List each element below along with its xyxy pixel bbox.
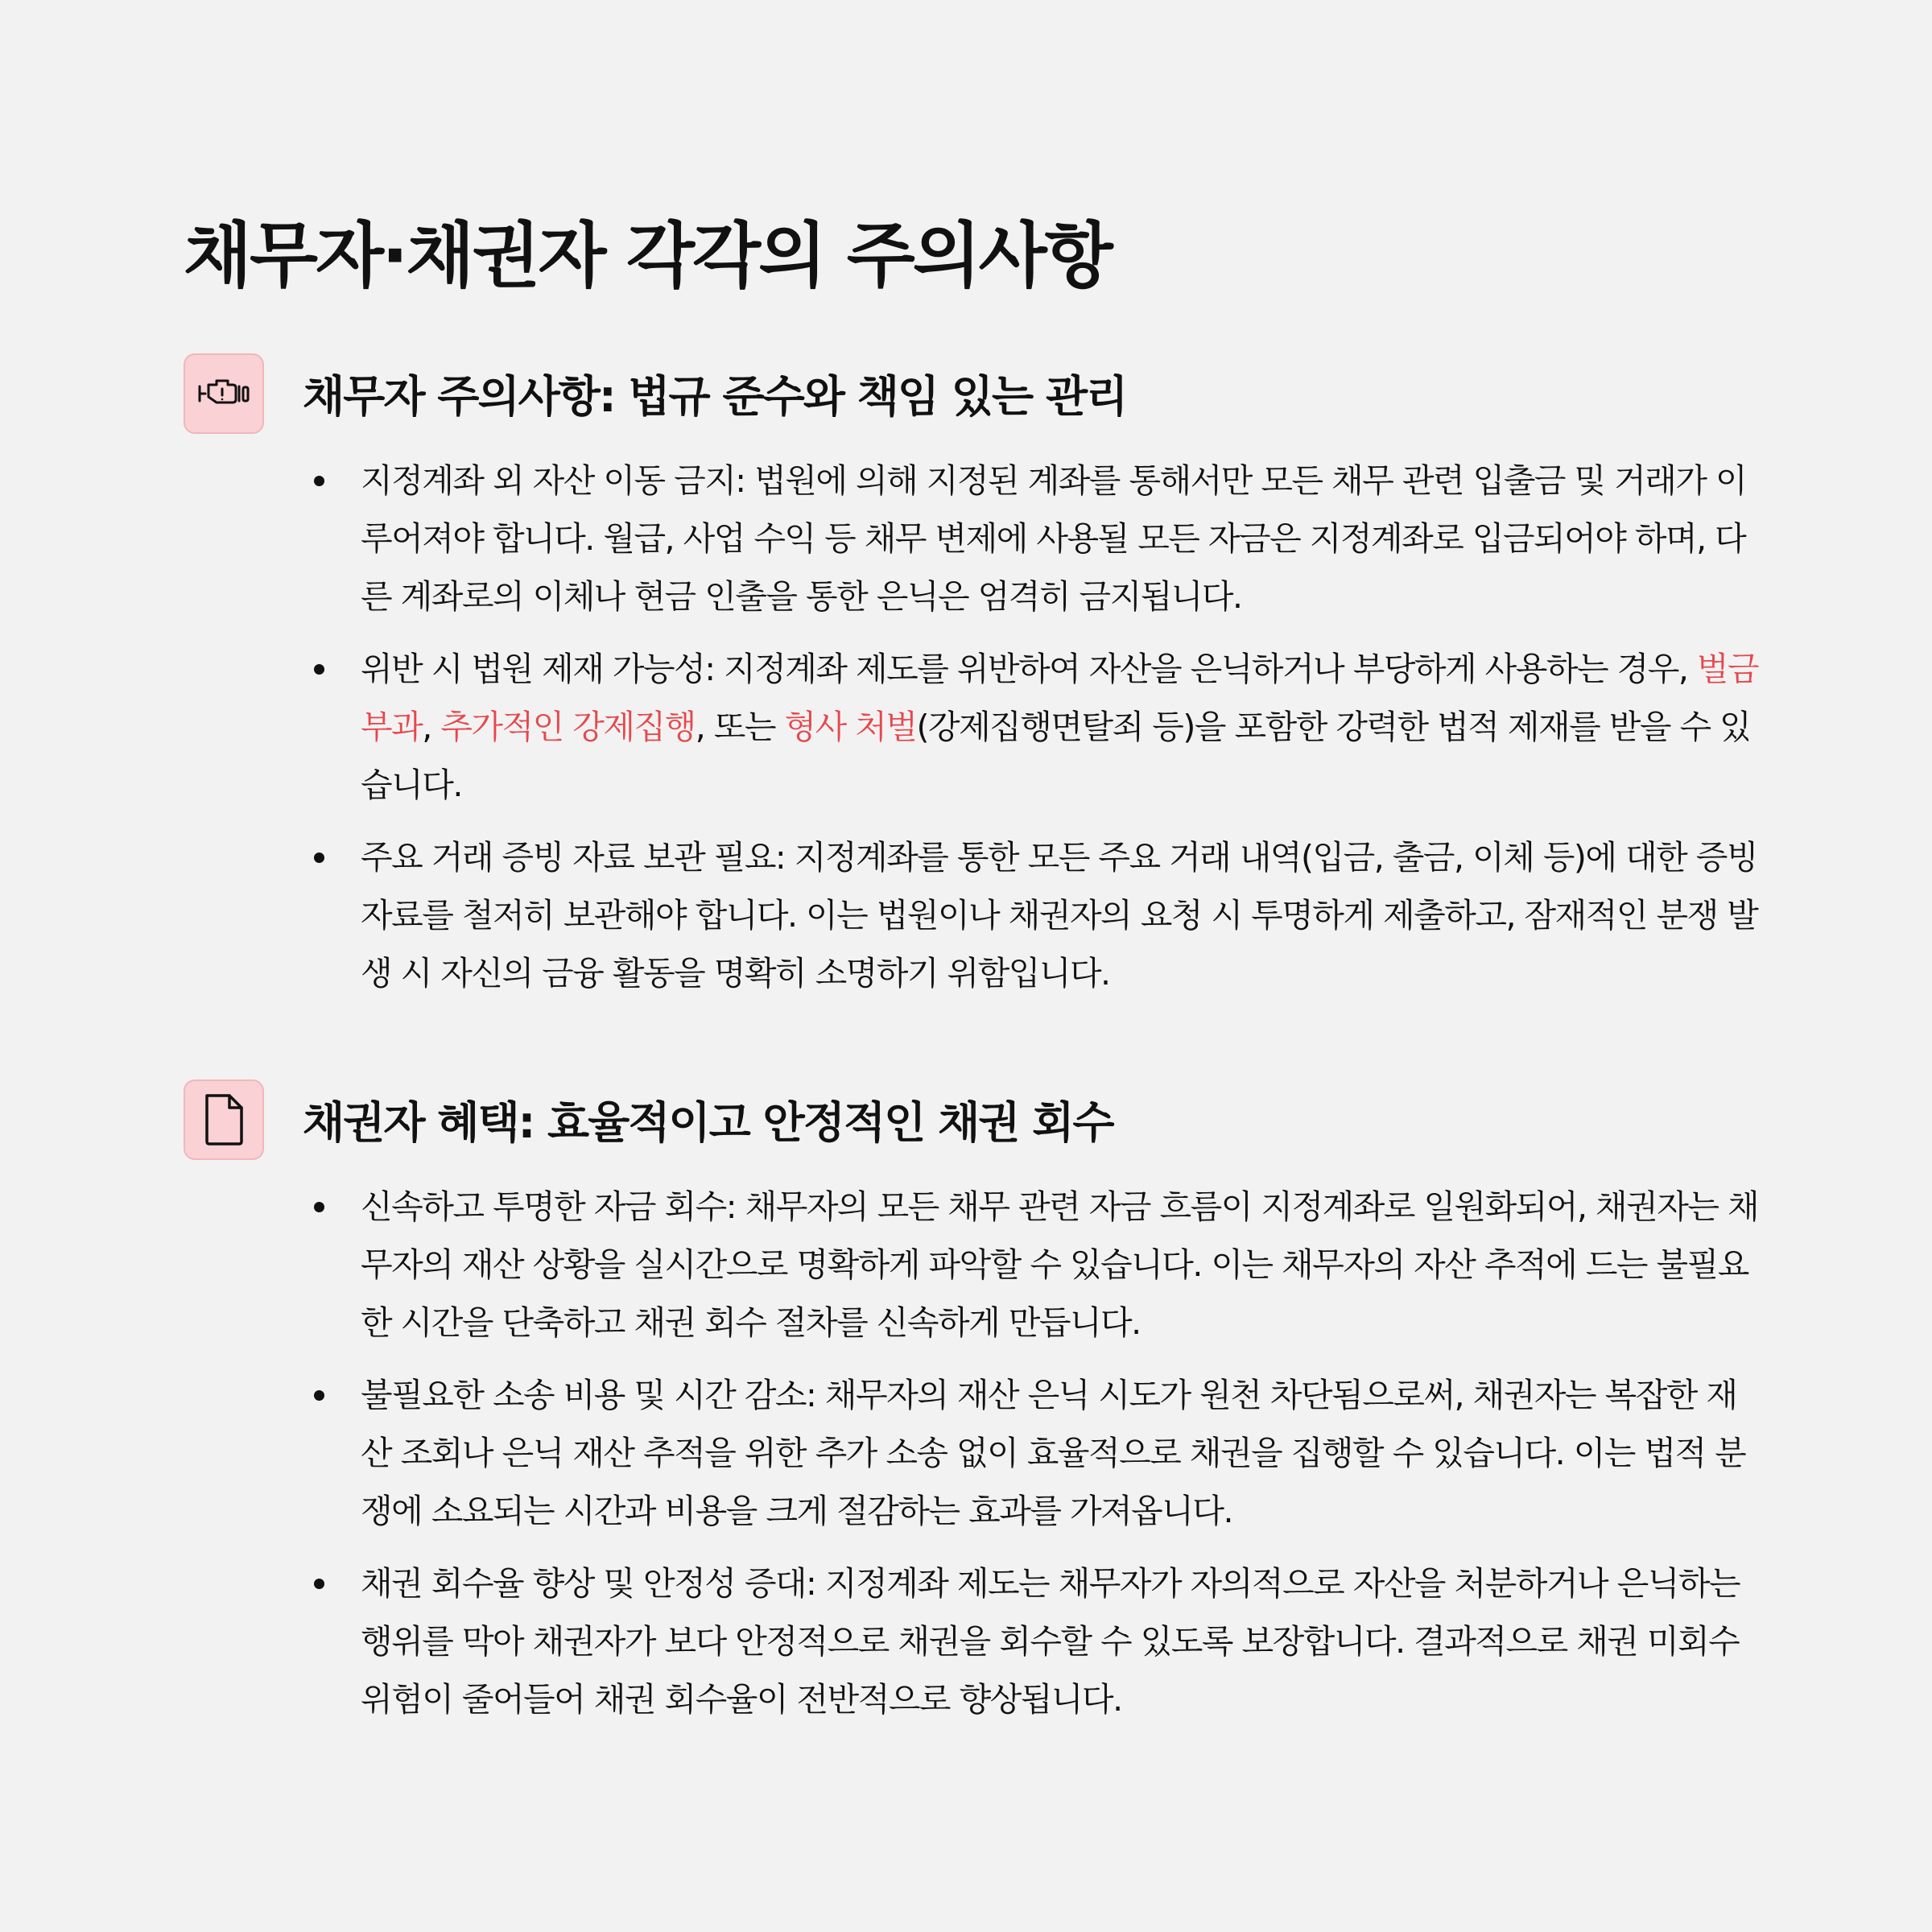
- bullet-text: ,: [422, 707, 441, 746]
- bullet-text: , 또는: [695, 707, 785, 746]
- highlight-fine: 벌금 부과: [361, 649, 1759, 746]
- highlight-enforcement: 추가적인 강제집행: [440, 707, 696, 746]
- debtor-section: [184, 353, 1761, 1002]
- list-item: 지정계좌 외 자산 이동 금지: 법원에 의해 지정된 계좌를 통해서만 모든 채무 관련 입출금 및 거래가 이루어져야 합니다. 월급, 사업 수익 등 채무 변제에 사용될 모든 자금은 지정계좌로 입금되어야 하며, 다른 계좌로의 이체나 현금 인출을 통한 은닉은 엄격히 금지됩니다.: [303, 452, 1761, 625]
- list-item: [303, 640, 1761, 814]
- bullet-list: [303, 1178, 1761, 1728]
- bullet-list: [303, 452, 1761, 1002]
- section-heading: 채무자 주의사항: 법규 준수와 책임 있는 관리: [303, 371, 1127, 423]
- list-item: 주요 거래 증빙 자료 보관 필요: 지정계좌를 통한 모든 주요 거래 내역(입금, 출금, 이체 등)에 대한 증빙 자료를 철저히 보관해야 합니다. 이는 법원이나 채권자의 요청 시 투명하게 제출하고, 잠재적인 분쟁 발생 시 자신의 금융 활동을 명확히 소명하기 위함입니다.: [303, 828, 1761, 1002]
- creditor-section: [184, 1080, 1761, 1728]
- list-item: 신속하고 투명한 자금 회수: 채무자의 모든 채무 관련 자금 흐름이 지정계좌로 일원화되어, 채권자는 채무자의 재산 상황을 실시간으로 명확하게 파악할 수 있습니다. 이는 채무자의 자산 추적에 드는 불필요한 시간을 단축하고 채권 회수 절차를 신속하게 만듭니다.: [303, 1178, 1761, 1352]
- highlight-criminal-penalty: 형사 처벌: [784, 707, 917, 746]
- section-heading: 채권자 혜택: 효율적이고 안정적인 채권 회수: [303, 1097, 1113, 1149]
- page-content: [184, 214, 1761, 1743]
- engine-warning-icon: [184, 353, 264, 434]
- document-icon: [184, 1080, 264, 1160]
- bullet-text: 위반 시 법원 제재 가능성: 지정계좌 제도를 위반하여 자산을 은닉하거나 부당하게 사용하는 경우,: [361, 649, 1697, 688]
- list-item: 채권 회수율 향상 및 안정성 증대: 지정계좌 제도는 채무자가 자의적으로 자산을 처분하거나 은닉하는 행위를 막아 채권자가 보다 안정적으로 채권을 회수할 수 있도록 보장합니다. 결과적으로 채권 미회수 위험이 줄어들어 채권 회수율이 전반적으로 향상됩니다.: [303, 1554, 1761, 1728]
- page-title: 채무자·채권자 각각의 주의사항: [184, 214, 1111, 297]
- bullet-text: (강제집행면탈죄 등)을 포함한 강력한 법적 제재를 받을 수 있습니다.: [361, 707, 1751, 804]
- list-item: 불필요한 소송 비용 및 시간 감소: 채무자의 재산 은닉 시도가 원천 차단됨으로써, 채권자는 복잡한 재산 조회나 은닉 재산 추적을 위한 추가 소송 없이 효율적으로 채권을 집행할 수 있습니다. 이는 법적 분쟁에 소요되는 시간과 비용을 크게 절감하는 효과를 가져옵니다.: [303, 1366, 1761, 1540]
